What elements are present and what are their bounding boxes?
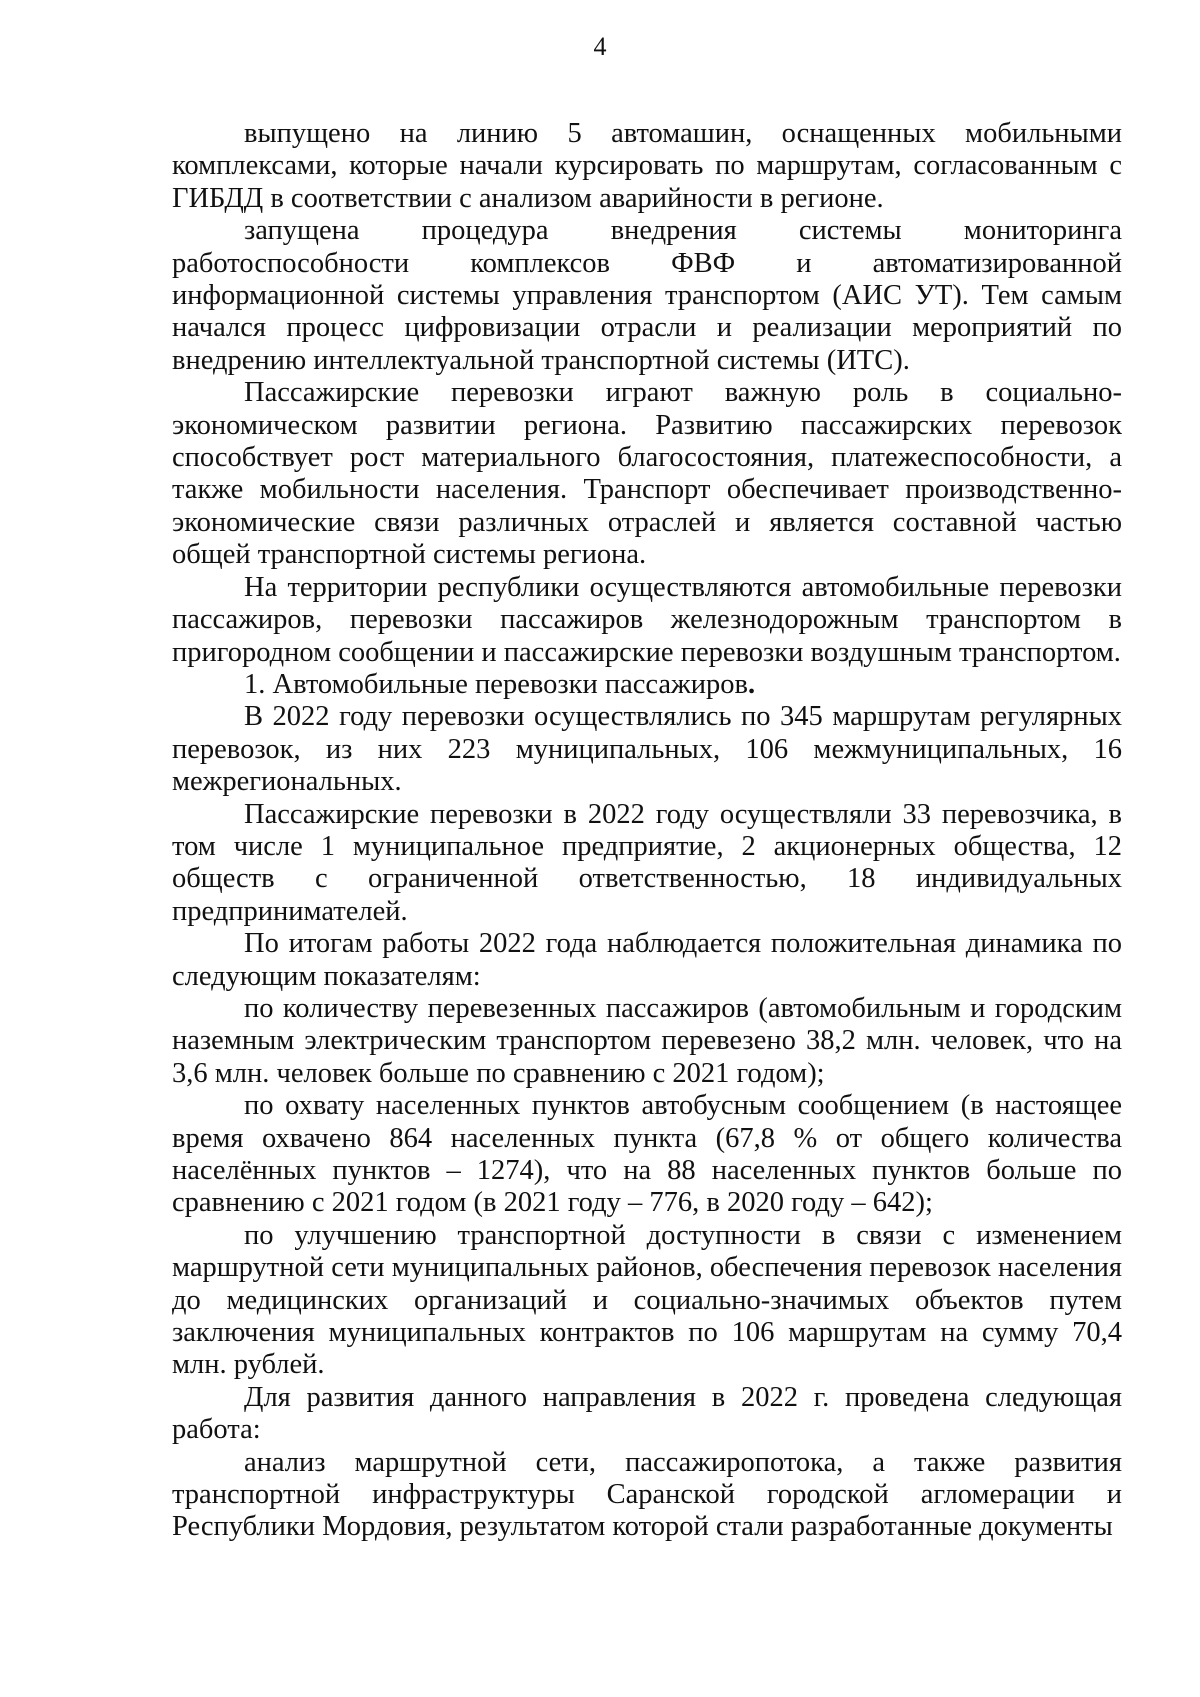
section-heading-dot: . bbox=[747, 668, 756, 700]
paragraph: анализ маршрутной сети, пассажиропотока, а также развития транспортной инфраструктуры Саранской городской агломерации и Республики Мордовия, результатом которой стали разработанные документы bbox=[172, 1446, 1122, 1543]
page-number: 4 bbox=[593, 32, 607, 61]
paragraph: по охвату населенных пунктов автобусным сообщением (в настоящее время охвачено 864 населенных пункта (67,8 % от общего количества населённых пунктов – 1274), что на 88 населенных пунктов больше по сравнению с 2021 годом (в 2021 году – 776, в 2020 году – 642); bbox=[172, 1090, 1122, 1219]
paragraph: выпущено на линию 5 автомашин, оснащенных мобильными комплексами, которые начали курсировать по маршрутам, согласованным с ГИБДД в соответствии с анализом аварийности в регионе. bbox=[172, 118, 1122, 214]
paragraph: По итогам работы 2022 года наблюдается положительная динамика по следующим показателям: bbox=[172, 928, 1122, 992]
paragraph: Для развития данного направления в 2022 г. проведена следующая работа: bbox=[172, 1381, 1122, 1446]
paragraph: Пассажирские перевозки в 2022 году осуществляли 33 перевозчика, в том числе 1 муниципальное предприятие, 2 акционерных общества, 12 обществ с ограниченной ответственностью, 18 индивидуальных предпринимателей. bbox=[172, 798, 1122, 927]
paragraph: по улучшению транспортной доступности в связи с изменением маршрутной сети муниципальных районов, обеспечения перевозок населения до медицинских организаций и социально-значимых объектов путем заключения муниципальных контрактов по 106 маршрутам на сумму 70,4 млн. рублей. bbox=[172, 1219, 1122, 1381]
paragraph: Пассажирские перевозки играют важную роль в социально-экономическом развитии региона. Развитию пассажирских перевозок способствует рост материального благосостояния, платежеспособности, а также мобильности населения. Транспорт обеспечивает производственно-экономические связи различных отраслей и является составной частью общей транспортной системы региона. bbox=[172, 377, 1122, 571]
paragraph: В 2022 году перевозки осуществлялись по 345 маршрутам регулярных перевозок, из них 223 муниципальных, 106 межмуниципальных, 16 межрегиональных. bbox=[172, 701, 1122, 798]
paragraph: по количеству перевезенных пассажиров (автомобильным и городским наземным электрическим транспортом перевезено 38,2 млн. человек, что на 3,6 млн. человек больше по сравнению с 2021 годом); bbox=[172, 992, 1122, 1089]
paragraph: запущена процедура внедрения системы мониторинга работоспособности комплексов ФВФ и автоматизированной информационной системы управления транспортом (АИС УТ). Тем самым начался процесс цифровизации отрасли и реализации мероприятий по внедрению интеллектуальной транспортной системы (ИТС). bbox=[172, 215, 1122, 376]
paragraph: На территории республики осуществляются автомобильные перевозки пассажиров, перевозки пассажиров железнодорожным транспортом в пригородном сообщении и пассажирские перевозки воздушным транспортом. bbox=[172, 571, 1122, 668]
document-body bbox=[172, 118, 1122, 1544]
section-heading-text: 1. Автомобильные перевозки пассажиров bbox=[244, 668, 748, 700]
section-heading bbox=[172, 669, 1122, 701]
